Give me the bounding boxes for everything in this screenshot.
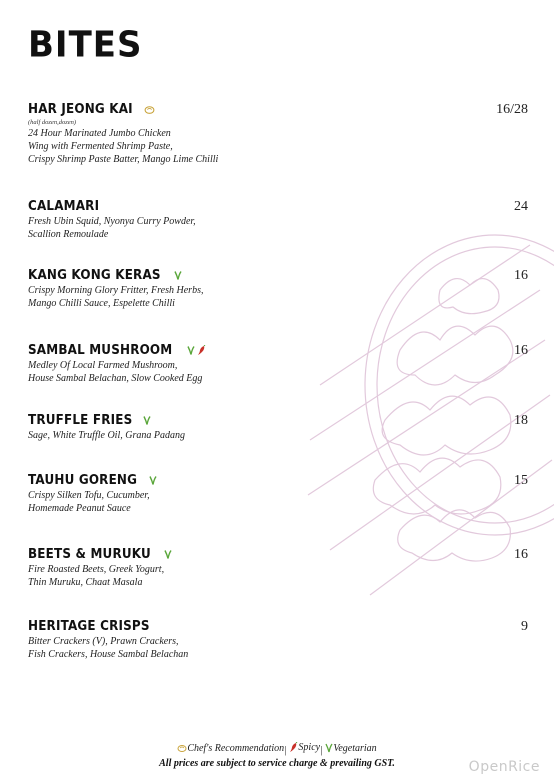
menu-item-description-line: Scallion Remoulade (28, 229, 109, 240)
vegetarian-leaf-icon (143, 415, 151, 426)
menu-item-price: 16/28 (496, 102, 528, 117)
menu-item-description-line: Thin Muruku, Chaat Masala (28, 577, 143, 588)
menu-item-description-line: Homemade Peanut Sauce (28, 503, 131, 514)
menu-item-description-line: Medley Of Local Farmed Mushroom, (28, 360, 178, 371)
menu-item (28, 197, 528, 241)
menu-item (28, 341, 528, 385)
menu-item-price: 24 (514, 199, 528, 214)
menu-item-portion-note: (half dozen,dozen) (28, 119, 77, 126)
menu-item-description-line: Mango Chilli Sauce, Espelette Chilli (28, 298, 175, 309)
menu-item-description-line: Bitter Crackers (V), Prawn Crackers, (28, 636, 179, 647)
menu-item (28, 545, 528, 589)
chef-recommendation-icon (144, 104, 155, 115)
menu-item-header (28, 197, 528, 215)
legend-spicy (289, 742, 320, 753)
menu-item (28, 266, 528, 310)
menu-item-header (28, 471, 528, 489)
menu-item-description-line: Wing with Fermented Shrimp Paste, (28, 141, 173, 152)
menu-item-description-line: Crispy Morning Glory Fritter, Fresh Herbs, (28, 285, 204, 296)
legend-spicy-label: Spicy (298, 742, 321, 753)
menu-item-description-line: Sage, White Truffle Oil, Grana Padang (28, 430, 185, 441)
menu-item-name: TAUHU GORENG (28, 472, 138, 488)
legend-separator: | (320, 745, 323, 756)
menu-item-description-line: Crispy Shrimp Paste Batter, Mango Lime Chilli (28, 154, 219, 165)
page-title: BITES (28, 24, 143, 67)
chef-recommendation-icon (177, 743, 187, 753)
menu-item-price: 18 (514, 413, 528, 428)
vegetarian-leaf-icon (325, 743, 333, 753)
menu-item (28, 100, 528, 166)
legend-vegetarian-label: Vegetarian (333, 742, 377, 754)
menu-item-price: 16 (514, 547, 528, 562)
price-footnote: All prices are subject to service charge & prevailing GST. (159, 758, 395, 769)
legend-separator: | (284, 745, 287, 756)
menu-item-price: 15 (514, 473, 528, 488)
menu-item-header (28, 100, 528, 118)
menu-item-price: 9 (521, 619, 528, 634)
menu-item-header (28, 411, 528, 429)
menu-item-description-line: Fire Roasted Beets, Greek Yogurt, (28, 564, 165, 575)
vegetarian-leaf-icon (149, 475, 157, 486)
menu-item-description-line: Fish Crackers, House Sambal Belachan (28, 649, 189, 660)
menu-item-description-line: Crispy Silken Tofu, Cucumber, (28, 490, 150, 501)
menu-item-description-line: Fresh Ubin Squid, Nyonya Curry Powder, (28, 216, 196, 227)
menu-item (28, 471, 528, 515)
chilli-icon (289, 742, 298, 753)
menu-item-description-line: House Sambal Belachan, Slow Cooked Egg (28, 373, 203, 384)
menu-item-name: BEETS & MURUKU (28, 546, 151, 562)
menu-item-name: HERITAGE CRISPS (28, 618, 150, 634)
vegetarian-leaf-icon (187, 345, 195, 356)
menu-item-name: SAMBAL MUSHROOM (28, 342, 173, 358)
menu-item-description-line: 24 Hour Marinated Jumbo Chicken (28, 128, 171, 139)
legend-chef (177, 743, 284, 754)
menu-item-header (28, 545, 528, 563)
menu-item-name: HAR JEONG KAI (28, 101, 133, 117)
vegetarian-leaf-icon (164, 549, 172, 560)
legend-chef-label: Chef's Recommendation (187, 742, 285, 754)
chilli-icon (197, 345, 206, 356)
menu-item-price: 16 (514, 343, 528, 358)
menu-item-header (28, 341, 528, 359)
menu-item-price: 16 (514, 268, 528, 283)
menu-item-name: CALAMARI (28, 198, 100, 214)
menu-item-name: KANG KONG KERAS (28, 267, 161, 283)
menu-item (28, 617, 528, 661)
menu-item-header (28, 617, 528, 635)
menu-item-header (28, 266, 528, 284)
menu-item (28, 411, 528, 442)
vegetarian-leaf-icon (174, 270, 182, 281)
menu-item-name: TRUFFLE FRIES (28, 412, 133, 428)
watermark-logo: OpenRice (468, 759, 540, 775)
legend (0, 742, 554, 756)
legend-vegetarian (325, 743, 376, 754)
